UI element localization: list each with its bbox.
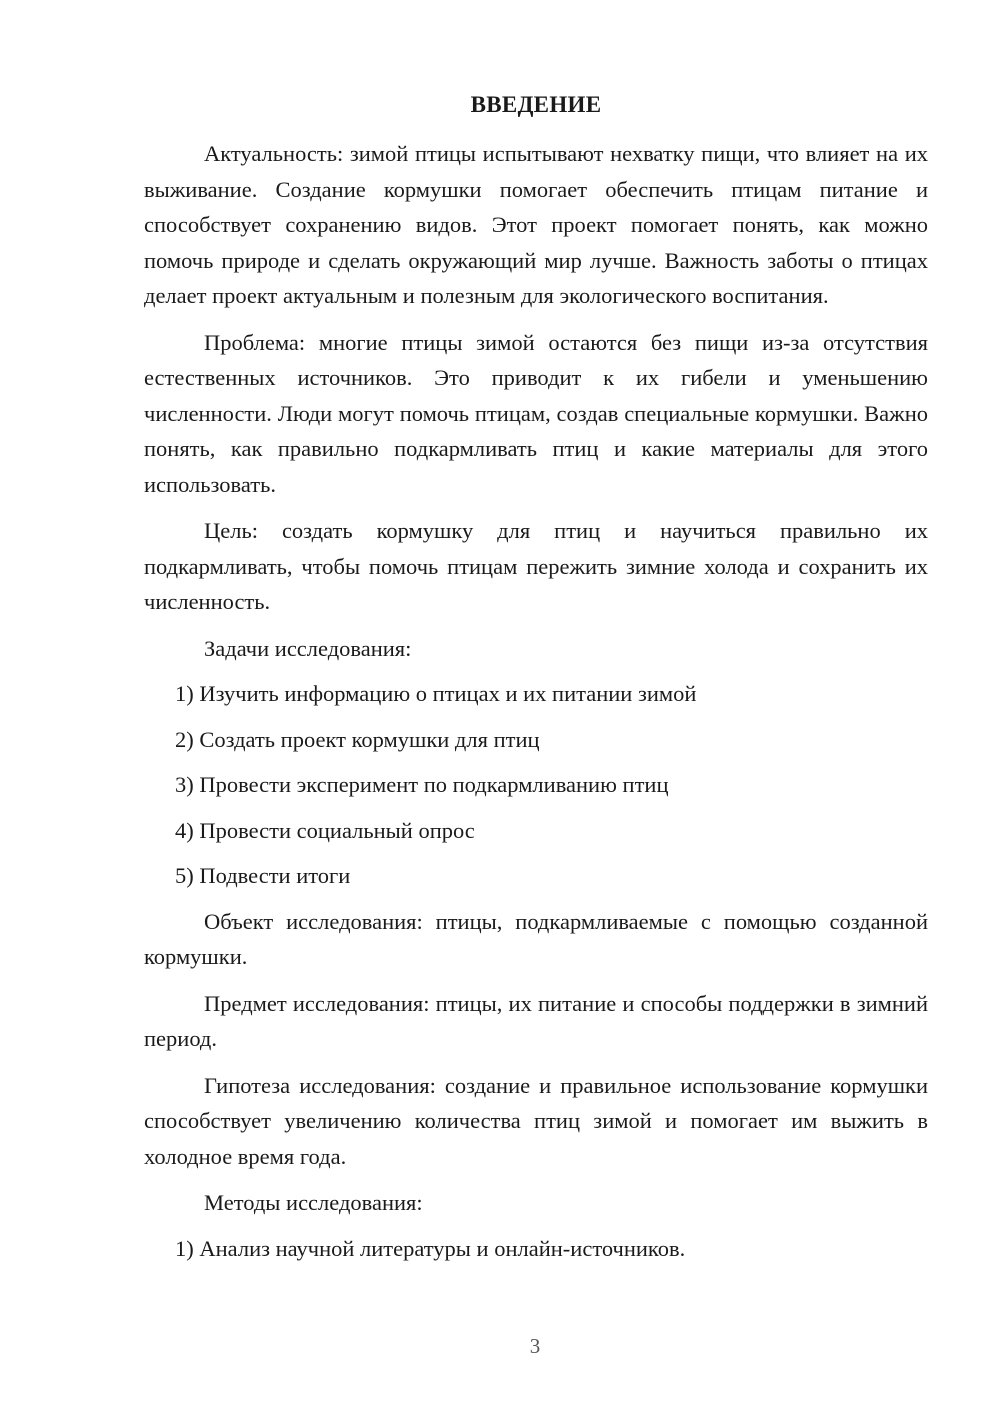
goal-paragraph: Цель: создать кормушку для птиц и научиться правильно их подкармливать, чтобы помочь птицам пережить зимние холода и сохранить их численность. — [144, 518, 928, 614]
task-item: 1) Изучить информацию о птицах и их питании зимой — [175, 681, 697, 706]
page-title: ВВЕДЕНИЕ — [470, 92, 602, 117]
page-number: 3 — [529, 1334, 541, 1358]
methods-list — [144, 1231, 928, 1267]
tasks-heading: Задачи исследования: — [204, 635, 412, 661]
hypothesis-paragraph: Гипотеза исследования: создание и правильное использование кормушки способствует увеличению количества птиц зимой и помогает им выжить в холодное время года. — [144, 1072, 928, 1169]
object-paragraph: Объект исследования: птицы, подкармливаемые с помощью созданной кормушки. — [144, 908, 928, 969]
subject-paragraph: Предмет исследования: птицы, их питание и способы поддержки в зимний период. — [144, 990, 928, 1051]
task-item: 3) Провести эксперимент по подкармливанию птиц — [175, 772, 669, 797]
task-item: 2) Создать проект кормушки для птиц — [175, 726, 540, 752]
document-page — [144, 92, 928, 1276]
methods-heading: Методы исследования: — [204, 1190, 423, 1215]
relevance-paragraph: Актуальность: зимой птицы испытывают нехватку пищи, что влияет на их выживание. Создание кормушки помогает обеспечить птицам питание и способствует сохранению видов. Этот проект помогает понять, как можно помочь природе и сделать окружающий мир лучше. Важность заботы о птицах делает проект актуальным и полезным для экологического воспитания. — [144, 141, 928, 308]
tasks-list — [144, 676, 928, 894]
problem-paragraph: Проблема: многие птицы зимой остаются без пищи из-за отсутствия естественных источников. Это приводит к их гибели и уменьшению численности. Люди могут помочь птицам, создав специальные кормушки. Важно понять, как правильно подкармливать птиц и какие материалы для этого использовать. — [144, 329, 928, 497]
task-item: 4) Провести социальный опрос — [175, 817, 475, 843]
task-item: 5) Подвести итоги — [175, 863, 351, 888]
method-item: 1) Анализ научной литературы и онлайн-источников. — [175, 1235, 686, 1261]
